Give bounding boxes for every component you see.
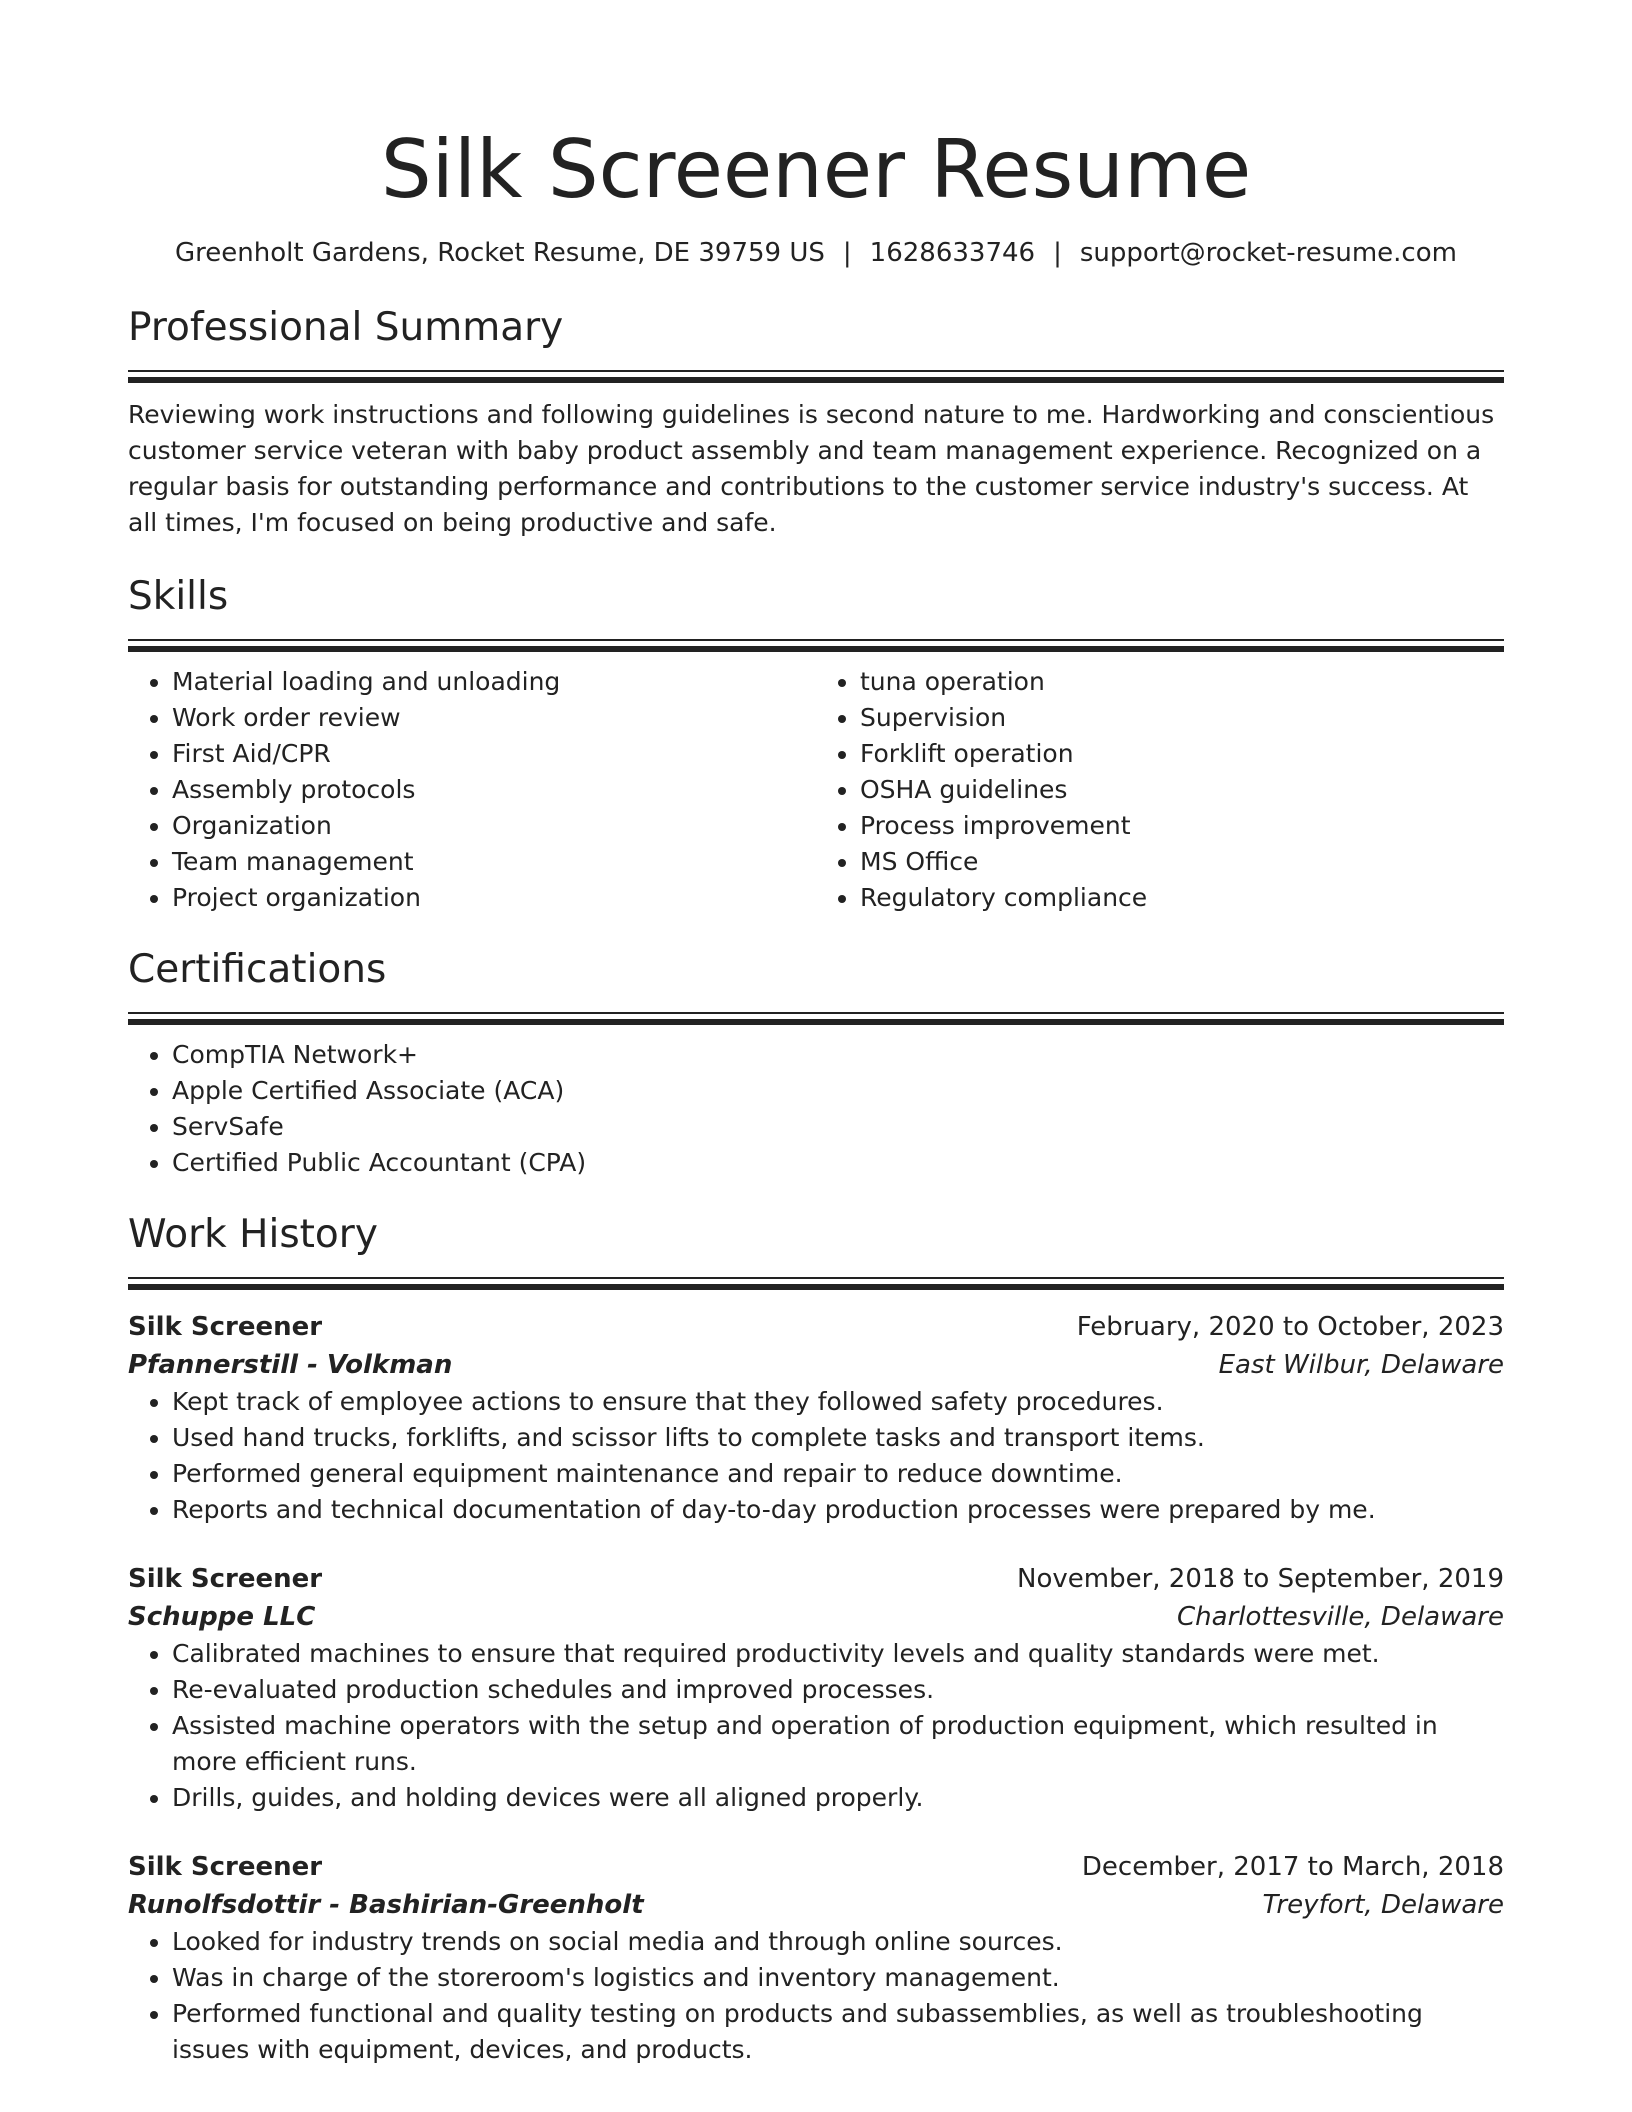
skill-item: • First Aid/CPR [172, 736, 816, 772]
summary-text: Reviewing work instructions and following guidelines is second nature to me. Hardworking and conscientious customer service veteran with baby product assembly and team management experience. Recognized on a regular basis for outstanding performance and contributions to the customer service industry's success. At all times, I'm focused on being productive and safe. [128, 400, 1495, 537]
job-employer: Runolfsdottir - Bashirian-Greenholt [128, 1890, 644, 1920]
job-dates: February, 2020 to October, 2023 [1076, 1312, 1504, 1342]
section-divider [128, 1277, 1504, 1290]
skill-item: • Supervision [860, 700, 1504, 736]
skill-item: • Assembly protocols [172, 772, 816, 808]
section-divider [128, 1012, 1504, 1025]
summary-section [128, 304, 1504, 541]
job-duty: • Kept track of employee actions to ensure that they followed safety procedures. [172, 1384, 1504, 1420]
section-divider [128, 639, 1504, 652]
job-dates: November, 2018 to September, 2019 [1017, 1564, 1504, 1594]
job-subheader [128, 1346, 1504, 1384]
job-duty: • Was in charge of the storeroom's logistics and inventory management. [172, 1960, 1504, 1996]
skill-item: • Organization [172, 808, 816, 844]
skills-list-right [816, 664, 1504, 916]
certification-item: • Certified Public Accountant (CPA) [172, 1145, 1504, 1181]
skills-columns [128, 664, 1504, 916]
certification-item: • ServSafe [172, 1109, 1504, 1145]
contact-phone: 1628633746 [869, 238, 1036, 268]
job-dates: December, 2017 to March, 2018 [1081, 1852, 1504, 1882]
job-entry [128, 1560, 1504, 1816]
job-duty: • Reports and technical documentation of day-to-day production processes were prepared by me. [172, 1492, 1504, 1528]
contact-separator: | [842, 238, 852, 268]
contact-email: support@rocket-resume.com [1079, 238, 1457, 268]
contact-separator: | [1053, 238, 1062, 268]
work-history-section [128, 1211, 1504, 2068]
job-location: Charlottesville, Delaware [1177, 1602, 1504, 1632]
job-duties-list [128, 1636, 1504, 1816]
job-title: Silk Screener [128, 1312, 323, 1342]
job-subheader [128, 1886, 1504, 1924]
job-duty: • Re-evaluated production schedules and improved processes. [172, 1672, 1504, 1708]
job-subheader [128, 1598, 1504, 1636]
job-employer: Pfannerstill - Volkman [128, 1350, 453, 1380]
job-location: East Wilbur, Delaware [1218, 1350, 1504, 1380]
section-title-certifications: Certifications [128, 947, 387, 992]
skill-item: • tuna operation [860, 664, 1504, 700]
skill-item: • Process improvement [860, 808, 1504, 844]
skills-section [128, 573, 1504, 916]
skill-item: • Material loading and unloading [172, 664, 816, 700]
certification-item: • Apple Certified Associate (ACA) [172, 1073, 1504, 1109]
section-title-work-history: Work History [128, 1212, 378, 1257]
certifications-list [128, 1037, 1504, 1181]
skill-item: • MS Office [860, 844, 1504, 880]
job-title: Silk Screener [128, 1852, 323, 1882]
job-entry [128, 1848, 1504, 2068]
job-duty: • Calibrated machines to ensure that required productivity levels and quality standards were met. [172, 1636, 1504, 1672]
job-title: Silk Screener [128, 1564, 323, 1594]
job-duty: • Assisted machine operators with the setup and operation of production equipment, which resulted in more efficient runs. [172, 1708, 1504, 1780]
job-duty: • Looked for industry trends on social media and through online sources. [172, 1924, 1504, 1960]
job-duties-list [128, 1924, 1504, 2068]
job-duty: • Performed general equipment maintenance and repair to reduce downtime. [172, 1456, 1504, 1492]
skills-list-left [128, 664, 816, 916]
section-divider [128, 370, 1504, 383]
job-entry [128, 1308, 1504, 1528]
contact-line [128, 236, 1504, 270]
skill-item: • Work order review [172, 700, 816, 736]
certifications-section [128, 946, 1504, 1181]
resume-title: Silk Screener Resume [380, 123, 1252, 216]
job-location: Treyfort, Delaware [1262, 1890, 1504, 1920]
skill-item: • Team management [172, 844, 816, 880]
job-header [128, 1308, 1504, 1346]
skill-item: • Forklift operation [860, 736, 1504, 772]
certification-item: • CompTIA Network+ [172, 1037, 1504, 1073]
job-duty: • Drills, guides, and holding devices were all aligned properly. [172, 1780, 1504, 1816]
job-employer: Schuppe LLC [128, 1602, 316, 1632]
contact-address: Greenholt Gardens, Rocket Resume, DE 39759 US [175, 238, 825, 268]
skill-item: • OSHA guidelines [860, 772, 1504, 808]
section-title-summary: Professional Summary [128, 305, 564, 350]
job-duty: • Used hand trucks, forklifts, and scissor lifts to complete tasks and transport items. [172, 1420, 1504, 1456]
job-duties-list [128, 1384, 1504, 1528]
job-header [128, 1848, 1504, 1886]
skill-item: • Regulatory compliance [860, 880, 1504, 916]
section-title-skills: Skills [128, 574, 229, 619]
skill-item: • Project organization [172, 880, 816, 916]
job-header [128, 1560, 1504, 1598]
job-duty: • Performed functional and quality testing on products and subassemblies, as well as troubleshooting issues with equipment, devices, and products. [172, 1996, 1504, 2068]
